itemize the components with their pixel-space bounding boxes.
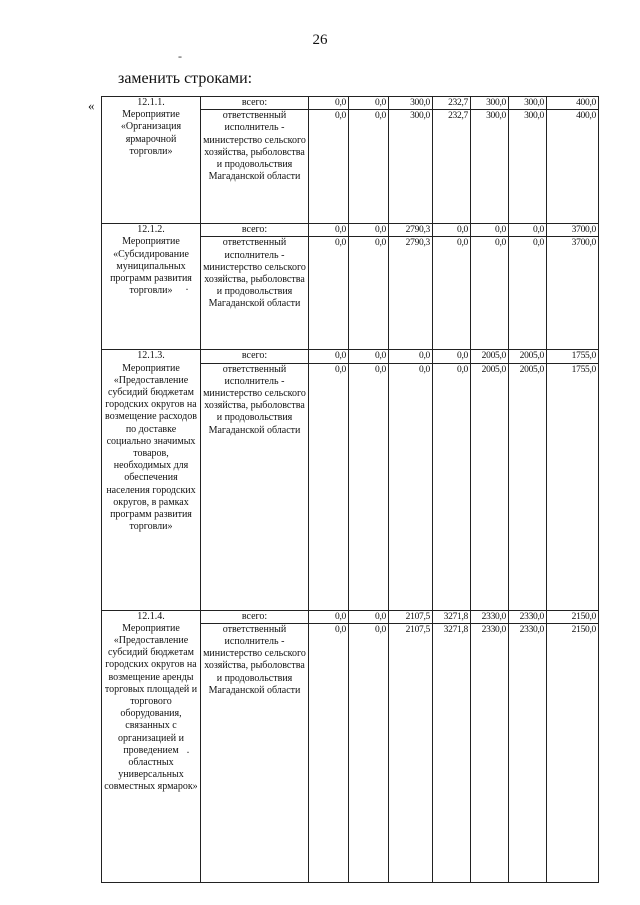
responsible-value: 0,0 (471, 237, 509, 350)
total-value: 2790,3 (389, 224, 433, 237)
total-label: всего: (201, 350, 309, 363)
total-value: 0,0 (349, 350, 389, 363)
total-value: 2107,5 (389, 610, 433, 623)
total-row (102, 350, 599, 363)
responsible-value: 0,0 (389, 363, 433, 610)
responsible-value: 0,0 (349, 623, 389, 882)
total-value: 2005,0 (509, 350, 547, 363)
total-value: 300,0 (471, 97, 509, 110)
responsible-value: 300,0 (471, 110, 509, 224)
total-label: всего: (201, 224, 309, 237)
total-value: 3271,8 (433, 610, 471, 623)
scan-mark: · (185, 282, 189, 296)
total-value: 300,0 (509, 97, 547, 110)
total-value: 1755,0 (547, 350, 599, 363)
responsible-value: 2150,0 (547, 623, 599, 882)
total-value: 0,0 (309, 350, 349, 363)
measure-cell (102, 350, 201, 610)
responsible-executor: ответственный исполнитель - министерство сельского хозяйства, рыболовства и продовольствия Магаданской области (201, 623, 309, 882)
responsible-value: 2107,5 (389, 623, 433, 882)
scan-mark: - (178, 49, 182, 63)
responsible-value: 2005,0 (471, 363, 509, 610)
open-quote: « (88, 98, 95, 113)
responsible-value: 232,7 (433, 110, 471, 224)
responsible-value: 0,0 (309, 110, 349, 224)
responsible-value: 2005,0 (509, 363, 547, 610)
responsible-value: 0,0 (309, 237, 349, 350)
total-value: 0,0 (309, 224, 349, 237)
responsible-value: 0,0 (349, 110, 389, 224)
total-row (102, 610, 599, 623)
responsible-value: 0,0 (309, 363, 349, 610)
responsible-executor: ответственный исполнитель - министерство сельского хозяйства, рыболовства и продовольствия Магаданской области (201, 110, 309, 224)
total-value: 232,7 (433, 97, 471, 110)
responsible-value: 300,0 (389, 110, 433, 224)
total-value: 300,0 (389, 97, 433, 110)
total-value: 400,0 (547, 97, 599, 110)
total-value: 0,0 (349, 224, 389, 237)
total-value: 2330,0 (509, 610, 547, 623)
measure-code: 12.1.1. (137, 97, 165, 108)
responsible-value: 3700,0 (547, 237, 599, 350)
total-label: всего: (201, 97, 309, 110)
heading: заменить строками: (118, 70, 253, 87)
total-value: 0,0 (389, 350, 433, 363)
responsible-value: 0,0 (309, 623, 349, 882)
measure-description: Мероприятие «Предоставление субсидий бюджетам городских округов на возмещение расходов по доставке социально значимых товаров, необходимых для обеспечения населения городских округов, в рамках программ развития торговли» (105, 362, 197, 533)
measure-description: Мероприятие «Организация ярмарочной торговли» (120, 109, 182, 157)
responsible-value: 400,0 (547, 110, 599, 224)
total-row (102, 97, 599, 110)
responsible-value: 0,0 (433, 237, 471, 350)
responsible-value: 3271,8 (433, 623, 471, 882)
total-value: 0,0 (309, 97, 349, 110)
measure-cell (102, 97, 201, 224)
responsible-value: 0,0 (349, 237, 389, 350)
scan-mark: · (186, 745, 190, 759)
total-value: 0,0 (349, 610, 389, 623)
responsible-value: 2330,0 (509, 623, 547, 882)
responsible-value: 0,0 (349, 363, 389, 610)
responsible-value: 2330,0 (471, 623, 509, 882)
total-label: всего: (201, 610, 309, 623)
total-value: 0,0 (509, 224, 547, 237)
measure-description: Мероприятие «Субсидирование муниципальных программ развития торговли» (110, 236, 192, 297)
measure-description: Мероприятие «Предоставление субсидий бюджетам городских округов на возмещение аренды торговых площадей и торгового оборудования, связанных с организацией и проведением областных универсальных совместных ярмарок» (104, 622, 198, 793)
total-value: 0,0 (433, 224, 471, 237)
responsible-value: 2790,3 (389, 237, 433, 350)
total-value: 2005,0 (471, 350, 509, 363)
total-value: 2150,0 (547, 610, 599, 623)
responsible-value: 1755,0 (547, 363, 599, 610)
responsible-executor: ответственный исполнитель - министерство сельского хозяйства, рыболовства и продовольствия Магаданской области (201, 237, 309, 350)
responsible-value: 300,0 (509, 110, 547, 224)
measure-code: 12.1.4. (137, 610, 165, 622)
total-value: 3700,0 (547, 224, 599, 237)
total-value: 0,0 (349, 97, 389, 110)
total-value: 0,0 (433, 350, 471, 363)
total-value: 0,0 (309, 610, 349, 623)
total-row (102, 224, 599, 237)
program-table (101, 96, 599, 883)
responsible-value: 0,0 (433, 363, 471, 610)
measure-code: 12.1.3. (137, 350, 165, 362)
measure-code: 12.1.2. (137, 224, 165, 236)
total-value: 0,0 (471, 224, 509, 237)
page-number: 26 (312, 32, 328, 48)
responsible-executor: ответственный исполнитель - министерство сельского хозяйства, рыболовства и продовольствия Магаданской области (201, 363, 309, 610)
responsible-value: 0,0 (509, 237, 547, 350)
total-value: 2330,0 (471, 610, 509, 623)
